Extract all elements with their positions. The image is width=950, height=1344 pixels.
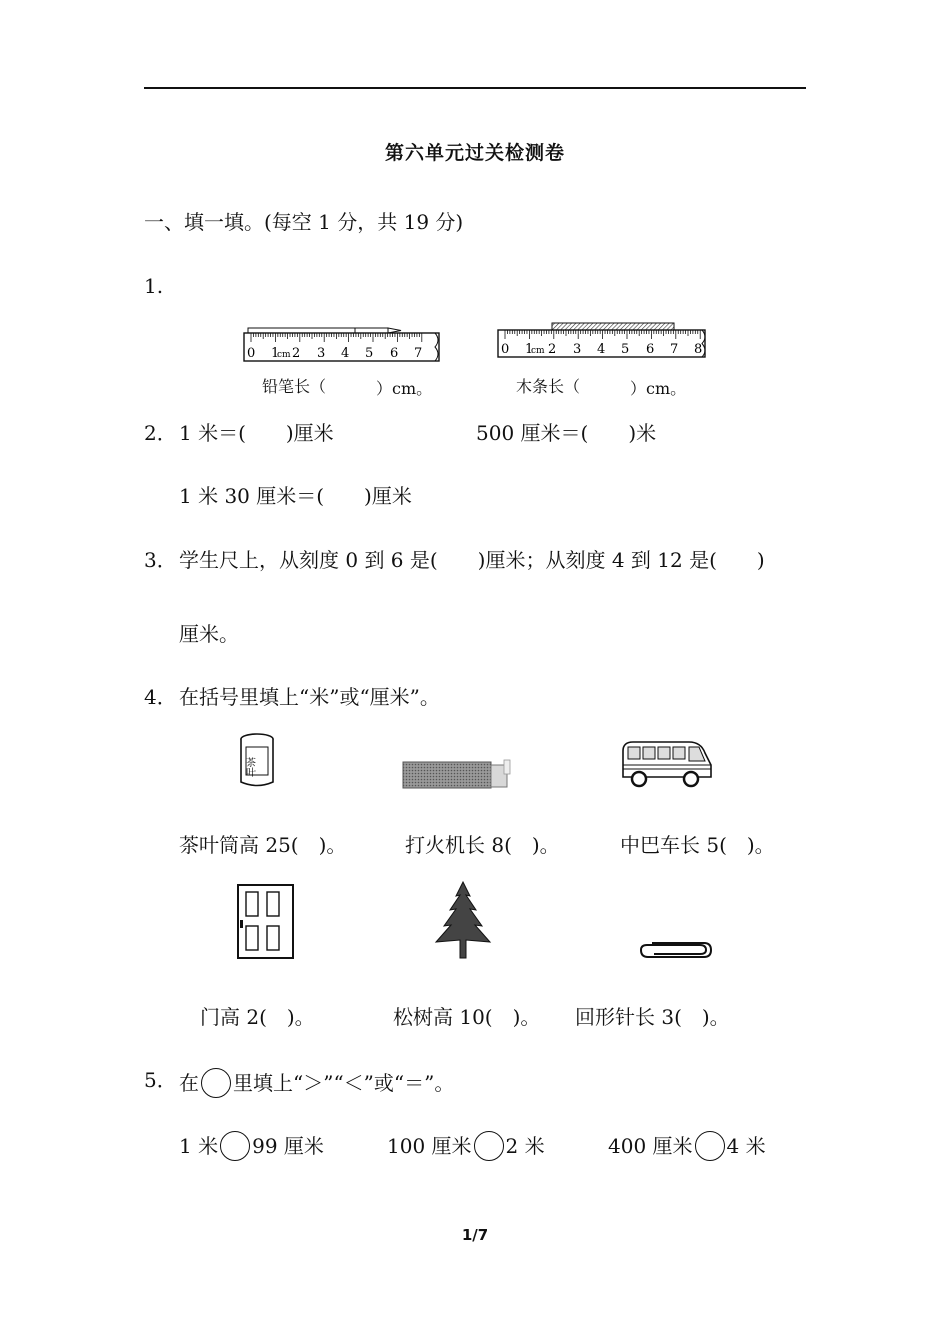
q5-item-2-circle[interactable] [474, 1131, 504, 1161]
compare-circle-icon [201, 1068, 231, 1098]
ruler2-tick-1: 1 [525, 342, 534, 357]
ruler1-tick-1: 1 [271, 346, 280, 361]
q1-number: 1. [144, 274, 164, 298]
q4-item-paperclip: 回形针长 3( )。 [575, 1005, 730, 1029]
ruler2-tick-3: 3 [573, 342, 582, 357]
pine-tree-icon [432, 880, 494, 962]
door-icon [237, 884, 295, 960]
q5-item-1-circle[interactable] [220, 1131, 250, 1161]
q5-prompt-a: 在 [179, 1071, 199, 1095]
section-heading: 一、填一填。(每空 1 分，共 19 分) [144, 210, 464, 234]
wood-caption-a: 木条长（ [516, 377, 581, 396]
wood-ruler-figure [497, 321, 712, 361]
ruler1-tick-4: 4 [341, 346, 350, 361]
tea-can-label: 茶叶 [243, 757, 255, 777]
q2-item-b: 500 厘米＝( )米 [476, 421, 657, 445]
q5-prompt [179, 1068, 454, 1098]
q5-number: 5． [144, 1068, 177, 1092]
q3-number: 3． [144, 548, 177, 572]
q5-item-1-left: 1 米 [179, 1134, 219, 1158]
q4-prompt: 在括号里填上“米”或“厘米”。 [179, 685, 440, 709]
ruler2-tick-7: 7 [670, 342, 679, 357]
q5-prompt-b: 里填上“＞”“＜”或“＝”。 [233, 1071, 455, 1095]
ruler2-tick-0: 0 [501, 342, 510, 357]
ruler2-tick-5: 5 [621, 342, 630, 357]
pencil-icon [248, 328, 401, 333]
ruler2-tick-6: 6 [646, 342, 655, 357]
wood-caption-b: ）cm。 [630, 379, 687, 398]
q2-number: 2． [144, 421, 177, 445]
q5-item-1-right: 99 厘米 [252, 1134, 324, 1158]
ruler2-tick-2: 2 [548, 342, 557, 357]
q5-item-2-right: 2 米 [505, 1134, 545, 1158]
pencil-caption-a: 铅笔长（ [262, 377, 327, 396]
ruler1-tick-3: 3 [317, 346, 326, 361]
q5-item-3-left: 400 厘米 [608, 1134, 693, 1158]
q5-item-3-circle[interactable] [695, 1131, 725, 1161]
q4-item-minibus: 中巴车长 5( )。 [620, 833, 775, 857]
q3-line2: 厘米。 [179, 622, 239, 646]
tea-can-icon [236, 733, 278, 789]
q3-line1: 学生尺上，从刻度 0 到 6 是( )厘米；从刻度 4 到 12 是( ) [179, 548, 765, 572]
ruler1-tick-5: 5 [365, 346, 374, 361]
ruler1-tick-0: 0 [247, 346, 256, 361]
q2-item-c: 1 米 30 厘米＝( )厘米 [179, 484, 412, 508]
wood-bar-icon [552, 323, 674, 330]
ruler2-tick-4: 4 [597, 342, 606, 357]
pencil-caption-b: ）cm。 [376, 379, 433, 398]
page-number: 1/7 [461, 1226, 489, 1244]
ruler2-tick-cm: cm [531, 346, 545, 356]
q5-item-2-left: 100 厘米 [387, 1134, 472, 1158]
q4-item-tea-can: 茶叶筒高 25( )。 [179, 833, 347, 857]
ruler1-tick-cm: cm [277, 350, 291, 360]
ruler2-tick-8: 8 [694, 342, 703, 357]
paperclip-icon [638, 939, 714, 961]
ruler1-tick-7: 7 [414, 346, 423, 361]
q4-number: 4． [144, 685, 177, 709]
header-rule [144, 87, 806, 89]
page-title: 第六单元过关检测卷 [384, 142, 565, 164]
minibus-icon [619, 739, 715, 791]
q4-item-lighter: 打火机长 8( )。 [405, 833, 560, 857]
lighter-icon [402, 760, 514, 790]
pencil-ruler-figure [243, 325, 443, 365]
q5-item-3-right: 4 米 [726, 1134, 766, 1158]
q2-item-a: 1 米＝( )厘米 [179, 421, 334, 445]
q5-item-3 [608, 1131, 766, 1161]
q4-item-pine-tree: 松树高 10( )。 [393, 1005, 541, 1029]
q4-item-door: 门高 2( )。 [200, 1005, 315, 1029]
q5-item-2 [387, 1131, 545, 1161]
ruler1-tick-2: 2 [292, 346, 301, 361]
q5-item-1 [179, 1131, 324, 1161]
ruler1-tick-6: 6 [390, 346, 399, 361]
